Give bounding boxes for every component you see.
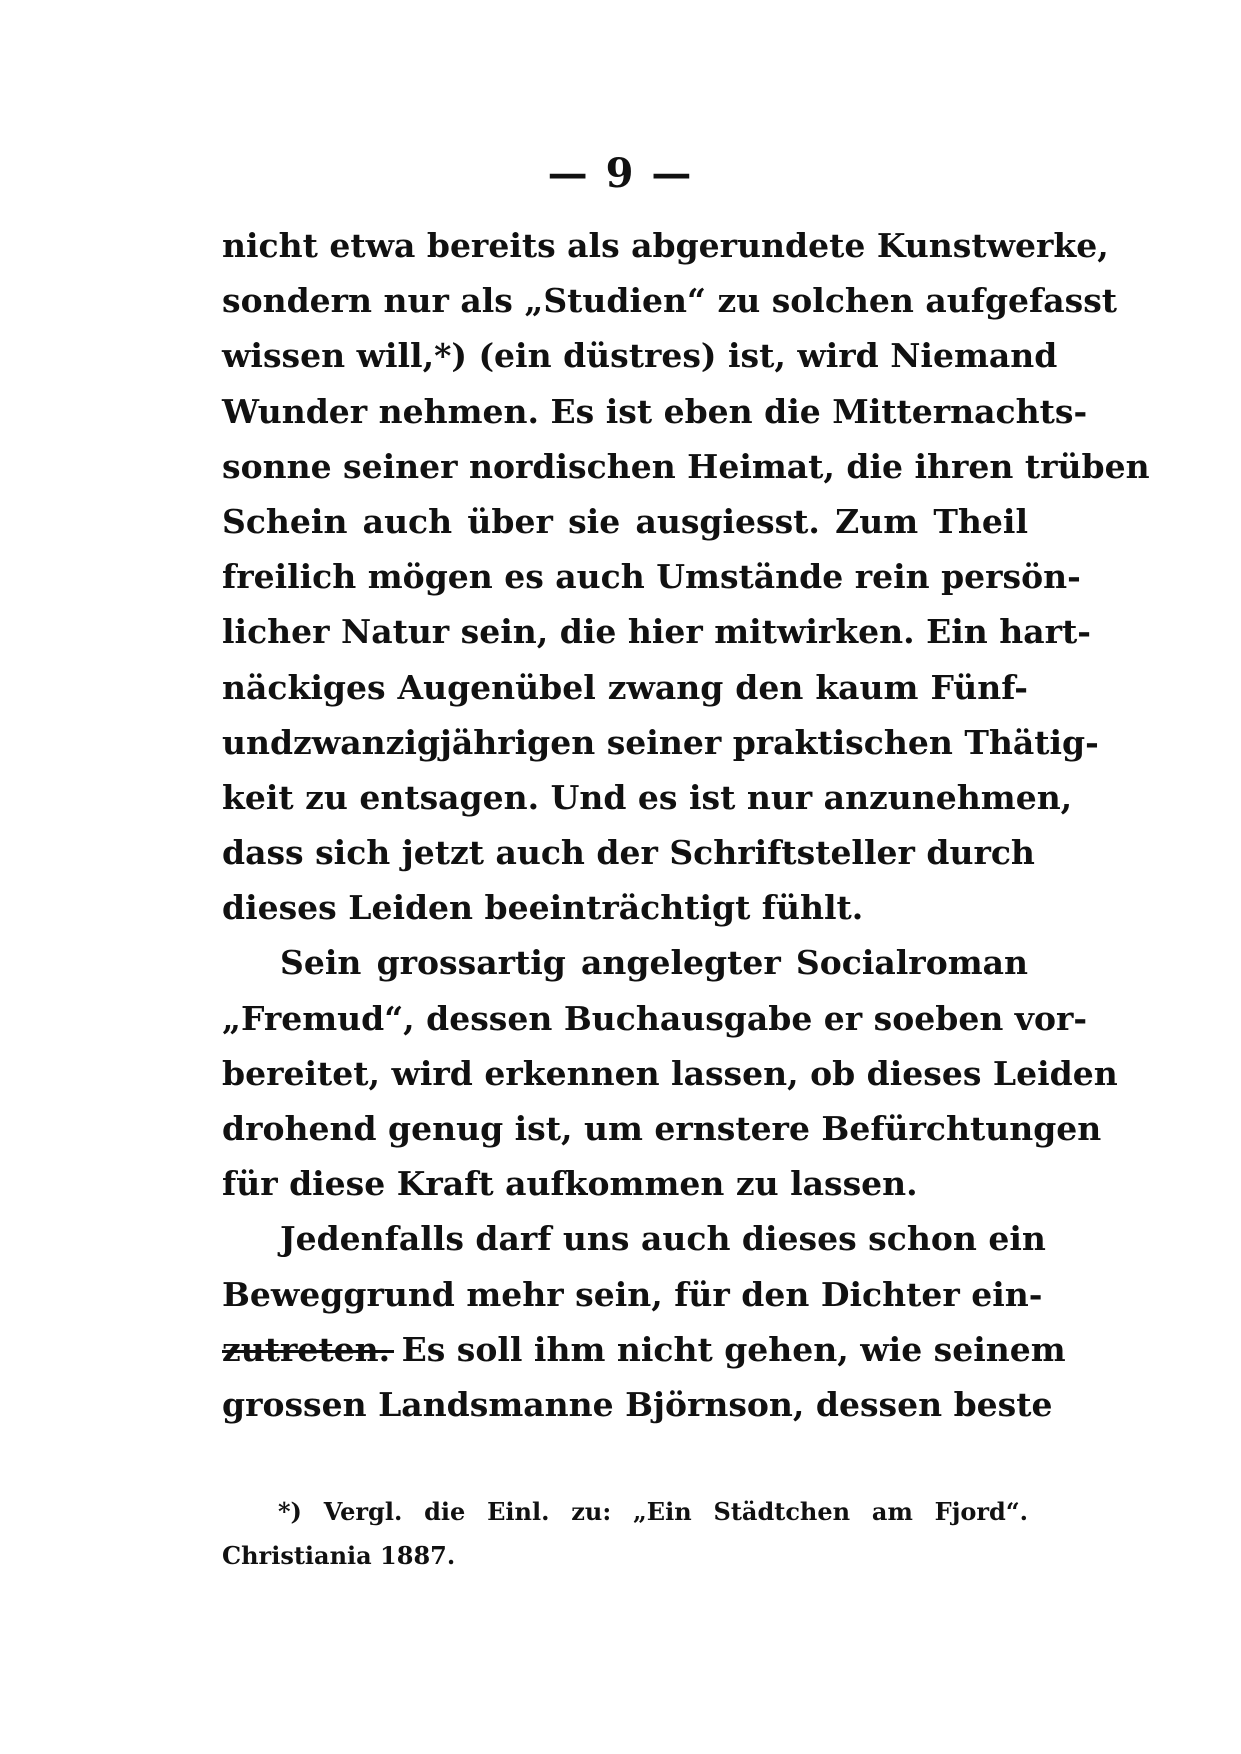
- text-line: dieses Leiden beeinträchtigt fühlt.: [222, 888, 864, 928]
- text-line: bereitet, wird erkennen lassen, ob dieses Leiden: [222, 1053, 1118, 1093]
- text-line: freilich mögen es auch Umstände rein persön-: [222, 557, 1081, 597]
- text-line: nicht etwa bereits als abgerundete Kunstwerke,: [222, 226, 1109, 265]
- footnote-rule: [222, 1350, 394, 1353]
- text-line: undzwanzigjährigen seiner praktischen Thätig-: [222, 722, 1099, 762]
- footnote-line: *) Vergl. die Einl. zu: „Ein Städtchen am Fjord“.: [278, 1497, 1028, 1526]
- text-line: sondern nur als „Studien“ zu solchen aufgefasst: [222, 281, 1118, 321]
- text-line: wissen will,*) (ein düstres) ist, wird Niemand: [222, 336, 1058, 376]
- footnote: [222, 1490, 1028, 1578]
- text-line: sonne seiner nordischen Heimat, die ihren trüben: [222, 446, 1150, 486]
- text-line: Wunder nehmen. Es ist eben die Mitternachts-: [222, 391, 1088, 431]
- footnote-line: Christiania 1887.: [222, 1541, 456, 1570]
- text-line: zutreten. Es soll ihm nicht gehen, wie seinem: [222, 1329, 1066, 1369]
- page-number: — 9 —: [547, 150, 694, 197]
- text-line: für diese Kraft aufkommen zu lassen.: [222, 1164, 918, 1204]
- text-line: Schein auch über sie ausgiesst. Zum Theil: [222, 501, 1028, 541]
- text-line: grossen Landsmanne Björnson, dessen beste: [222, 1384, 1053, 1424]
- text-line: näckiges Augenübel zwang den kaum Fünf-: [222, 667, 1028, 707]
- text-line: „Fremud“, dessen Buchausgabe er soeben vor-: [222, 998, 1088, 1038]
- text-line: dass sich jetzt auch der Schriftsteller durch: [222, 833, 1035, 873]
- text-line: keit zu entsagen. Und es ist nur anzunehmen,: [222, 777, 1073, 817]
- text-line: drohend genug ist, um ernstere Befürchtungen: [222, 1109, 1102, 1148]
- text-line: Beweggrund mehr sein, für den Dichter ein-: [222, 1274, 1043, 1314]
- text-line: Jedenfalls darf uns auch dieses schon ein: [280, 1219, 1046, 1259]
- body-text: [222, 218, 1150, 1432]
- text-line: licher Natur sein, die hier mitwirken. Ein hart-: [222, 612, 1091, 652]
- text-line: Sein grossartig angelegter Socialroman: [280, 943, 1028, 983]
